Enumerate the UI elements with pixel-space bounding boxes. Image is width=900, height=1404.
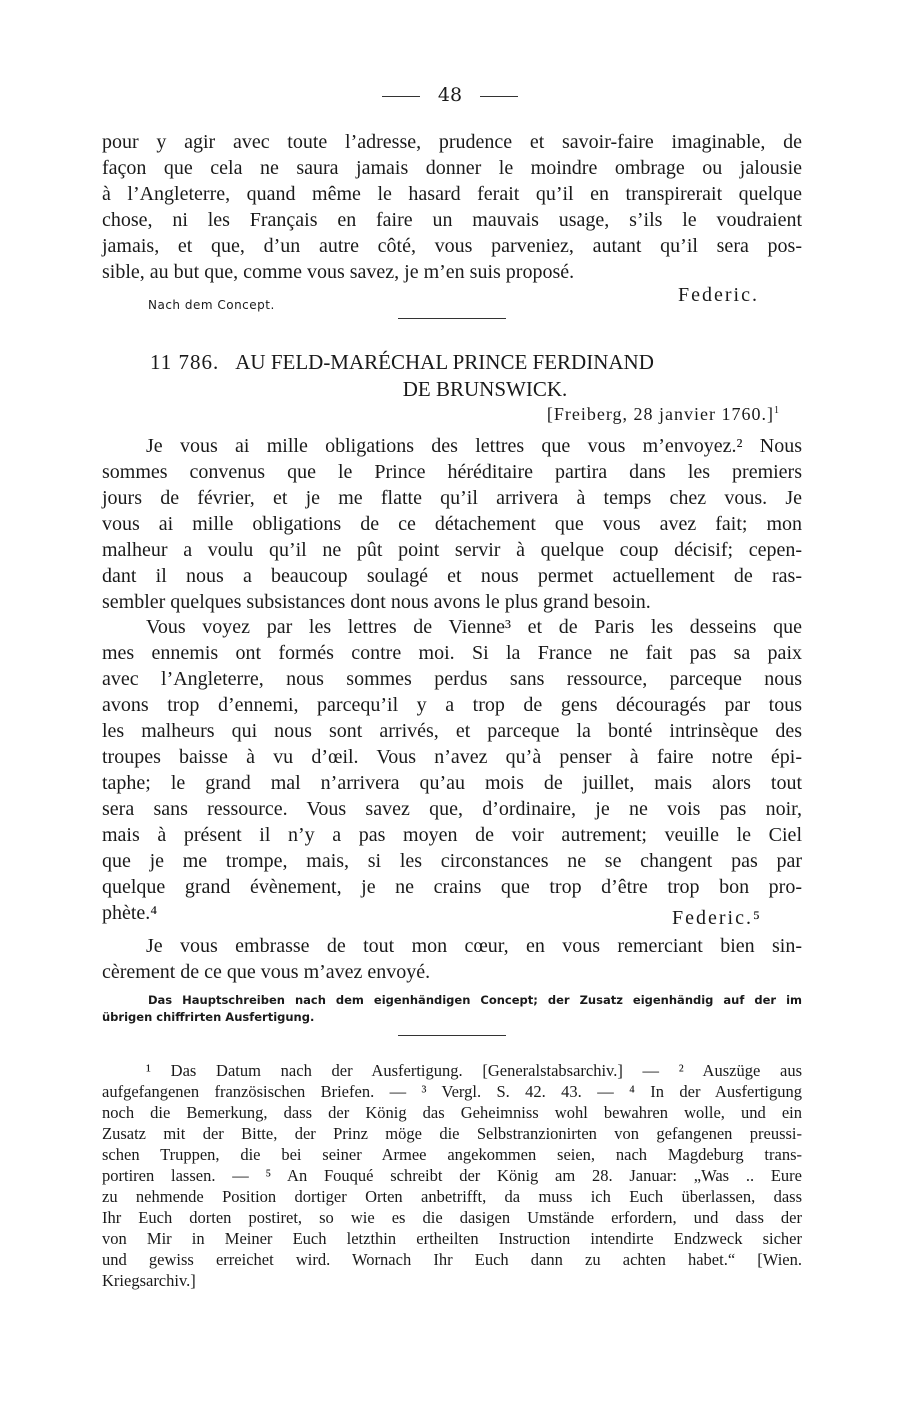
header-dash-right [480, 96, 518, 97]
letter-number: 11 786. [150, 350, 220, 374]
text-line: sembler quelques subsistances dont nous avons le plus grand besoin. [102, 591, 651, 613]
footnote-line: Zusatz mit der Bitte, der Prinz möge die Selbstranzionirten von gefangenen preussi- [102, 1124, 802, 1143]
text-line: dant il nous a beaucoup soulagé et nous permet actuellement de ras- [102, 565, 802, 587]
letter-postscript [102, 933, 802, 985]
signature: Federic. [678, 284, 759, 306]
page-header [0, 84, 900, 106]
text-line: Je vous ai mille obligations des lettres que vous m’envoyez.² Nous [146, 435, 802, 457]
text-line: mais à présent il n’y a pas moyen de voir autrement; veuille le Ciel [102, 824, 802, 846]
footnote-line: und gewiss erreichet wird. Wornach Ihr Euch dann zu achten habet.“ [Wien. [102, 1250, 802, 1269]
source-note: Nach dem Concept. [148, 298, 275, 312]
letter-dateline [520, 404, 780, 425]
text-line: quelque grand évènement, je ne crains que trop d’être trop bon pro- [102, 876, 802, 898]
text-line: jamais, et que, d’un autre côté, vous parveniez, autant qu’il sera pos- [102, 235, 802, 257]
text-line: sommes convenus que le Prince héréditaire partira dans les premiers [102, 461, 802, 483]
letter-heading [150, 349, 750, 403]
text-line: façon que cela ne saura jamais donner le moindre ombrage ou jalousie [102, 157, 802, 179]
opening-paragraph [102, 129, 802, 285]
text-line: jours de février, et je me flatte qu’il arrivera à temps chez vous. Je [102, 487, 802, 509]
text-line: cèrement de ce que vous m’avez envoyé. [102, 961, 431, 983]
footnote-line: portiren lassen. — ⁵ An Fouqué schreibt der König am 28. Januar: „Was .. Eure [102, 1166, 802, 1185]
text-line: Je vous embrasse de tout mon cœur, en vous remerciant bien sin- [146, 935, 802, 957]
letter-place: [Freiberg, [546, 404, 629, 424]
letter-paragraph-2 [102, 614, 802, 926]
text-line: mes ennemis ont formés contre moi. Si la France ne fait pas sa paix [102, 642, 802, 664]
footnote-line: schen Truppen, die bei seiner Armee angekommen seien, nach Magdeburg trans- [102, 1145, 802, 1164]
page-number: 48 [437, 84, 463, 106]
text-line: sera sans ressource. Vous savez que, d’ordinaire, je ne vois pas noir, [102, 798, 802, 820]
source-note-line: übrigen chiffrirten Ausfertigung. [102, 1010, 315, 1024]
text-line: à l’Angleterre, quand même le hasard ferait qu’il en transpirerait quelque [102, 183, 802, 205]
footnote-line: Kriegsarchiv.] [102, 1271, 196, 1290]
footnote-line: ¹ Das Datum nach der Ausfertigung. [Generalstabsarchiv.] — ² Auszüge aus [146, 1061, 802, 1080]
text-line: troupes baisse à vu d’œil. Vous n’avez qu’à penser à faire notre épi- [102, 746, 802, 768]
text-line: les malheurs qui nous sont arrivés, et parceque la bonté intrinsèque des [102, 720, 802, 742]
text-line: sible, au but que, comme vous savez, je m’en suis proposé. [102, 261, 575, 283]
letter-title: AU FELD-MARÉCHAL PRINCE FERDINAND [235, 350, 654, 374]
footnote-line: noch die Bemerkung, dass der König das Geheimniss wohl bewahren wolle, und ein [102, 1103, 802, 1122]
text-line: pour y agir avec toute l’adresse, prudence et savoir-faire imaginable, de [102, 131, 802, 153]
text-line: que je me trompe, mais, si les circonstances ne se changent pas par [102, 850, 802, 872]
footnote-line: von Mir in Meiner Euch letzthin ertheilten Instruction intendirte Endzweck sicher [102, 1229, 802, 1248]
header-dash-left [382, 96, 420, 97]
text-line: taphe; le grand mal n’arrivera qu’au mois de juillet, mais alors tout [102, 772, 802, 794]
footnote-line: Ihr Euch dorten postiret, so wie es die dasigen Umstände erfordern, und dass der [102, 1208, 802, 1227]
text-line: Vous voyez par les lettres de Vienne³ et de Paris les desseins que [146, 616, 802, 638]
letter-paragraph-1 [102, 433, 802, 615]
footnote-ref: 1 [774, 405, 780, 416]
letter-title-continued: DE BRUNSWICK. [402, 377, 568, 401]
source-note-line: Das Hauptschreiben nach dem eigenhändigen Concept; der Zusatz eigenhändig auf der im [148, 993, 802, 1007]
letter-date: 28 janvier 1760.] [633, 404, 774, 424]
text-line: malheur a voulu qu’il ne pût point servir à quelque coup décisif; cepen- [102, 539, 802, 561]
text-line: vous ai mille obligations de ce détachement que vous avez fait; mon [102, 513, 802, 535]
source-note [102, 992, 802, 1026]
text-line: avec l’Angleterre, nous sommes perdus sans ressource, parceque nous [102, 668, 802, 690]
text-line: avons trop d’ennemi, parcequ’il y a trop de gens découragés par tous [102, 694, 802, 716]
footnotes [102, 1060, 802, 1291]
section-divider [398, 318, 506, 319]
text-line: phète.⁴ [102, 902, 158, 924]
footnote-divider [398, 1035, 506, 1036]
text-line: chose, ni les Français en faire un mauvais usage, s’ils le voudraient [102, 209, 802, 231]
footnote-line: aufgefangenen französischen Briefen. — ³ Vergl. S. 42. 43. — ⁴ In der Ausfertigung [102, 1082, 802, 1101]
signature: Federic.⁵ [672, 907, 762, 929]
footnote-line: zu nehmende Position dortiger Orten anbetrifft, da muss ich Euch überlassen, dass [102, 1187, 802, 1206]
